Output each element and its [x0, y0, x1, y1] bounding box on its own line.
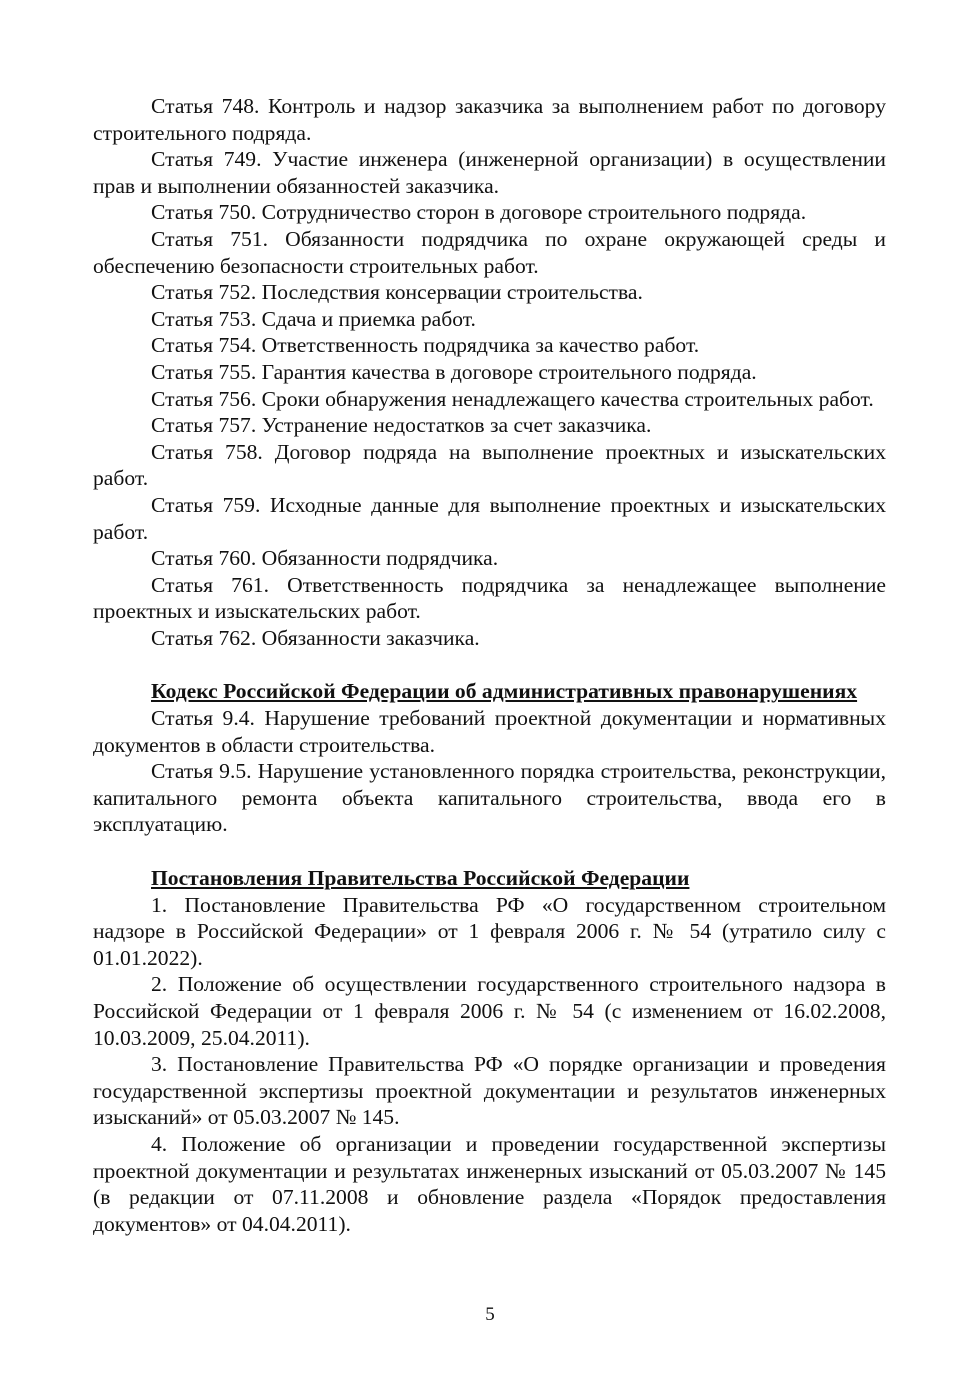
article-757: Статья 757. Устранение недостатков за счет заказчика.	[151, 413, 652, 438]
article-759: Статья 759. Исходные данные для выполнение проектных и изыскательских работ.	[93, 492, 886, 544]
government-section	[93, 865, 886, 1237]
article-755: Статья 755. Гарантия качества в договоре строительного подряда.	[151, 359, 757, 384]
article-760: Статья 760. Обязанности подрядчика.	[151, 546, 499, 571]
government-item-3: 3. Постановление Правительства РФ «О порядке организации и проведения государственной экспертизы проектной документации и результатов инженерных изысканий» от 05.03.2007 № 145.	[93, 1052, 886, 1130]
document-page	[93, 93, 886, 1237]
civil-code-articles	[93, 93, 886, 651]
koap-article-9-5: Статья 9.5. Нарушение установленного порядка строительства, реконструкции, капитального ремонта объекта капитального строительства, ввода его в эксплуатацию.	[93, 759, 886, 837]
koap-section	[93, 678, 886, 838]
article-752: Статья 752. Последствия консервации строительства.	[151, 280, 643, 305]
koap-article-9-4: Статья 9.4. Нарушение требований проектной документации и нормативных документов в области строительства.	[93, 706, 886, 757]
article-750: Статья 750. Сотрудничество сторон в договоре строительного подряда.	[151, 200, 807, 225]
page-number: 5	[485, 1304, 495, 1325]
article-753: Статья 753. Сдача и приемка работ.	[151, 306, 476, 331]
article-762: Статья 762. Обязанности заказчика.	[151, 625, 480, 650]
section-spacer	[93, 651, 886, 678]
article-754: Статья 754. Ответственность подрядчика за качество работ.	[151, 333, 700, 358]
article-748: Статья 748. Контроль и надзор заказчика за выполнением работ по договору строительного подряда.	[93, 94, 886, 145]
article-761: Статья 761. Ответственность подрядчика за ненадлежащее выполнение проектных и изыскательских работ.	[93, 572, 886, 624]
koap-heading: Кодекс Российской Федерации об административных правонарушениях	[151, 679, 858, 704]
government-item-4: 4. Положение об организации и проведении государственной экспертизы проектной документации и результатах инженерных изысканий от 05.03.2007 № 145 (в редакции от 07.11.2008 и обновление раздела «Порядок предоставления документов» от 04.04.2011).	[93, 1131, 886, 1236]
government-item-1: 1. Постановление Правительства РФ «О государственном строительном надзоре в Российской Федерации» от 1 февраля 2006 г. № 54 (утратило силу с 01.01.2022).	[93, 892, 886, 970]
section-spacer	[93, 838, 886, 865]
article-756: Статья 756. Сроки обнаружения ненадлежащего качества строительных работ.	[151, 386, 874, 411]
article-758: Статья 758. Договор подряда на выполнение проектных и изыскательских работ.	[93, 439, 886, 491]
article-749: Статья 749. Участие инженера (инженерной организации) в осуществлении прав и выполнении обязанностей заказчика.	[93, 147, 886, 198]
government-heading: Постановления Правительства Российской Федерации	[151, 866, 690, 891]
article-751: Статья 751. Обязанности подрядчика по охране окружающей среды и обеспечению безопасности строительных работ.	[93, 226, 886, 278]
government-item-2: 2. Положение об осуществлении государственного строительного надзора в Российской Федерации от 1 февраля 2006 г. № 54 (с изменением от 16.02.2008, 10.03.2009, 25.04.2011).	[93, 972, 886, 1050]
